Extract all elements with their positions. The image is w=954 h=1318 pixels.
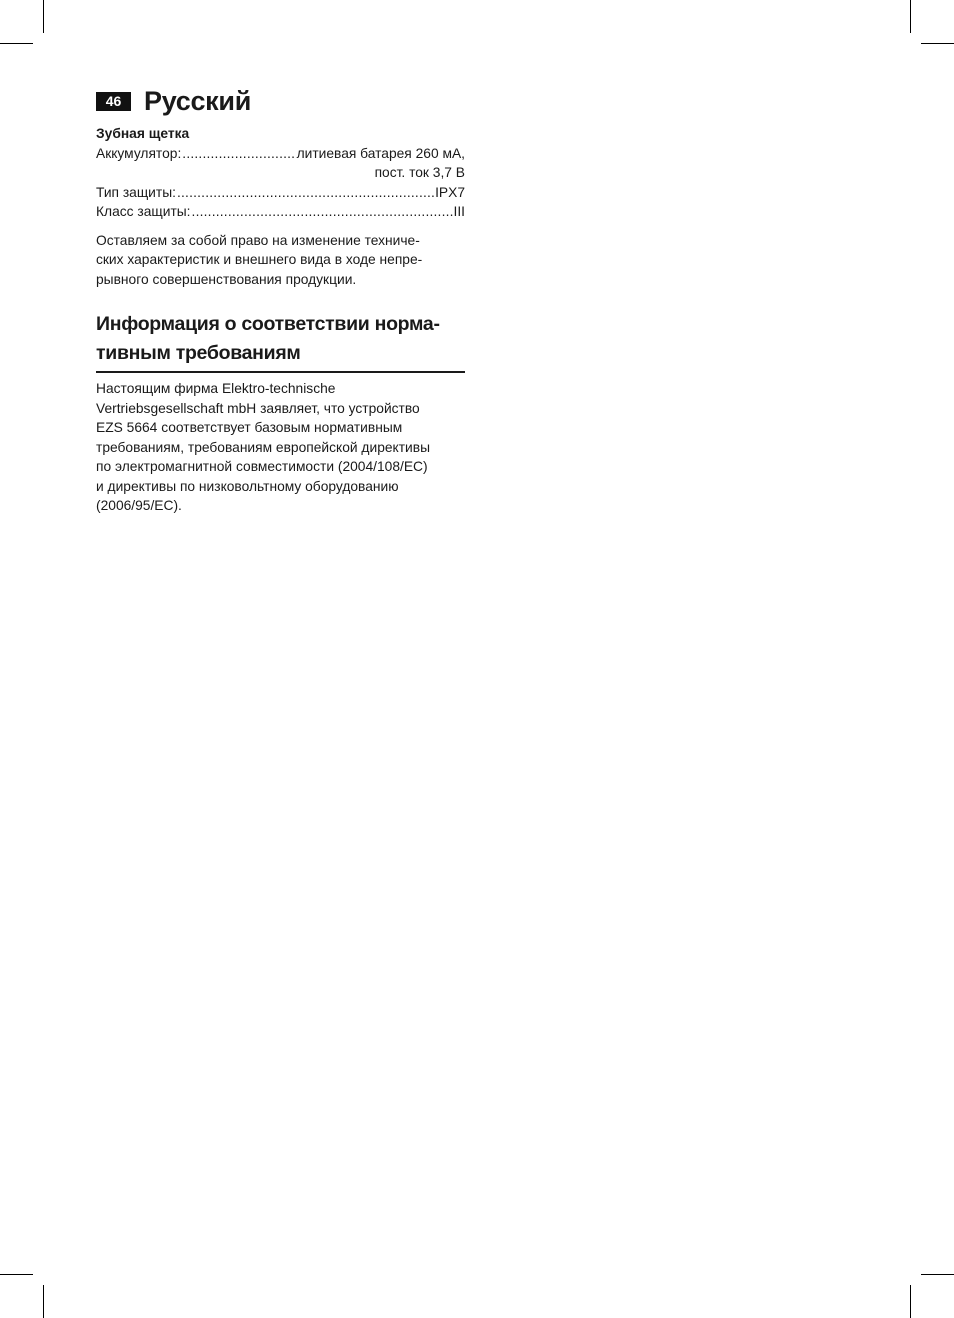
spec-row-battery [96, 144, 465, 164]
disclaimer-line: ских характеристик и внешнего вида в ходе непре- [96, 252, 423, 267]
conformity-heading [96, 310, 465, 373]
crop-mark-top-left-horizontal [0, 43, 33, 44]
crop-mark-bottom-right-vertical [910, 1285, 911, 1318]
leader-dots [182, 144, 295, 164]
conformity-line: EZS 5664 соответствует базовым нормативным [96, 420, 403, 435]
conformity-paragraph [96, 379, 465, 516]
language-title: Русский [144, 86, 251, 116]
content-column [96, 124, 465, 516]
spec-label-protection-class: Класс защиты: [96, 204, 191, 219]
conformity-line: и директивы по низковольтному оборудованию [96, 478, 399, 494]
crop-mark-top-right-vertical [910, 0, 911, 33]
conformity-line: по электромагнитной совместимости (2004/108/EC) [96, 459, 428, 474]
page-number: 46 [96, 92, 131, 111]
specs-title: Зубная щетка [96, 126, 190, 141]
conformity-heading-line: тивным требованиям [96, 342, 301, 364]
leader-dots [177, 183, 434, 203]
disclaimer-line: рывного совершенствования продукции. [96, 271, 357, 287]
crop-mark-top-left-vertical [43, 0, 44, 33]
spec-value-protection-class: III [453, 204, 465, 219]
conformity-line: (2006/95/EC). [96, 498, 182, 513]
crop-mark-bottom-left-vertical [43, 1285, 44, 1318]
spec-value-battery-continued: пост. ток 3,7 В [374, 165, 465, 180]
leader-dots [192, 202, 453, 222]
spec-value-protection-type: IPX7 [435, 184, 465, 200]
conformity-line: Vertriebsgesellschaft mbH заявляет, что устройство [96, 400, 420, 416]
disclaimer-line: Оставляем за собой право на изменение техниче- [96, 232, 420, 248]
crop-mark-bottom-right-horizontal [921, 1274, 954, 1275]
crop-mark-top-right-horizontal [921, 43, 954, 44]
spec-label-battery: Аккумулятор: [96, 145, 182, 161]
spec-row-protection-class [96, 202, 465, 222]
spec-label-protection-type: Тип защиты: [96, 184, 176, 200]
conformity-heading-line: Информация о соответствии норма- [96, 313, 440, 335]
spec-row-protection-type [96, 183, 465, 203]
crop-mark-bottom-left-horizontal [0, 1274, 33, 1275]
spec-value-battery: литиевая батарея 260 мА, [296, 145, 465, 161]
conformity-line: требованиям, требованиям европейской директивы [96, 439, 431, 455]
conformity-line: Настоящим фирма Elektro-technische [96, 381, 336, 396]
disclaimer-paragraph [96, 231, 465, 290]
